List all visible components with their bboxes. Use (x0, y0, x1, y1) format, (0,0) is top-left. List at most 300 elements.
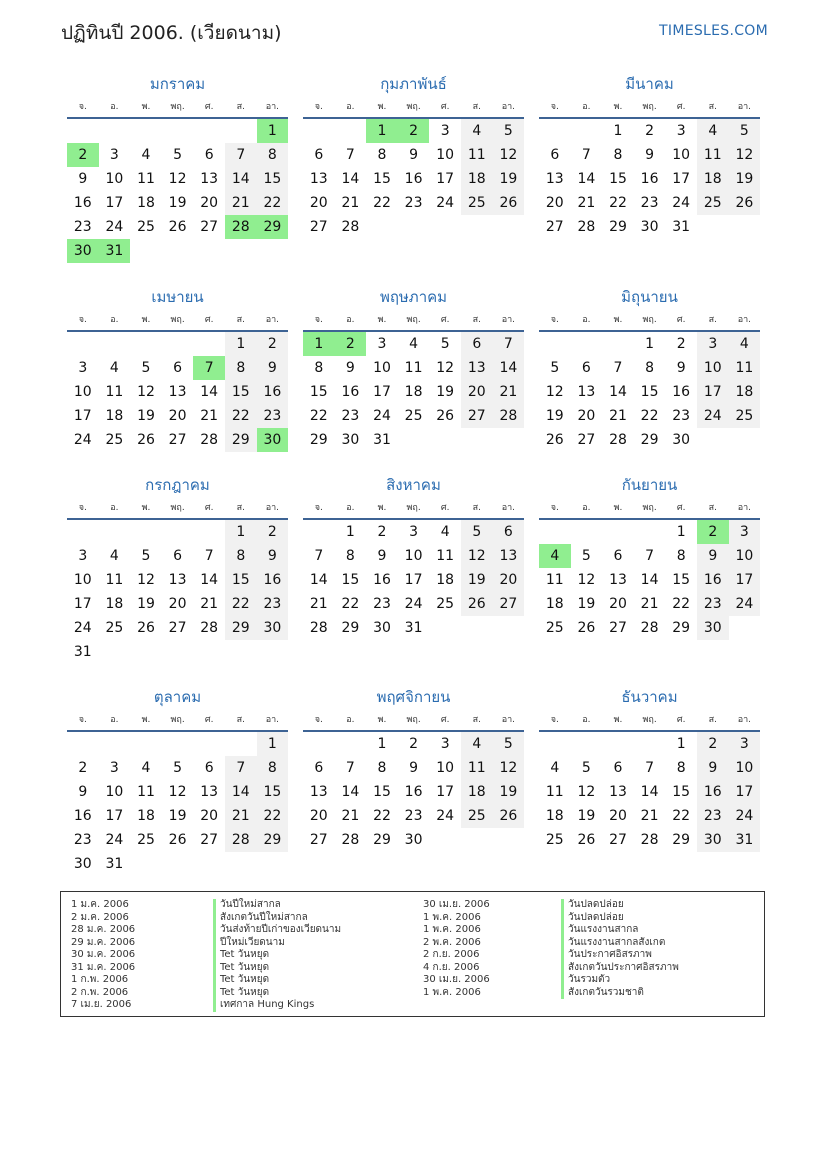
day-cell[interactable]: 7 (345, 760, 355, 776)
day-cell[interactable]: 10 (436, 147, 455, 163)
day-cell[interactable]: 24 (73, 432, 92, 448)
day-cell[interactable]: 14 (225, 780, 257, 804)
day-cell[interactable]: 9 (645, 147, 655, 163)
day-cell[interactable]: 6 (550, 147, 560, 163)
day-cell[interactable]: 31 (73, 644, 92, 660)
day-cell[interactable]: 21 (640, 808, 659, 824)
day-cell[interactable]: 16 (404, 171, 423, 187)
day-cell[interactable]: 9 (697, 544, 729, 568)
day-cell[interactable]: 11 (137, 784, 155, 800)
day-cell[interactable]: 10 (105, 171, 124, 187)
day-cell[interactable]: 27 (493, 592, 525, 616)
day-cell[interactable]: 17 (436, 171, 455, 187)
day-cell[interactable]: 18 (404, 384, 423, 400)
day-cell[interactable]: 15 (672, 784, 691, 800)
day-cell[interactable]: 19 (545, 408, 564, 424)
day-cell[interactable]: 15 (373, 171, 391, 187)
day-cell[interactable]: 26 (577, 832, 596, 848)
holiday-day-cell[interactable]: 2 (398, 119, 430, 143)
day-cell[interactable]: 11 (697, 143, 729, 167)
day-cell[interactable]: 13 (309, 171, 328, 187)
day-cell[interactable]: 9 (345, 360, 355, 376)
day-cell[interactable]: 14 (577, 171, 596, 187)
day-cell[interactable]: 6 (314, 760, 324, 776)
day-cell[interactable]: 24 (729, 592, 761, 616)
day-cell[interactable]: 3 (697, 332, 729, 356)
day-cell[interactable]: 20 (168, 596, 187, 612)
day-cell[interactable]: 22 (672, 808, 691, 824)
day-cell[interactable]: 21 (577, 195, 596, 211)
day-cell[interactable]: 6 (613, 548, 623, 564)
day-cell[interactable]: 12 (577, 784, 596, 800)
day-cell[interactable]: 13 (461, 356, 493, 380)
day-cell[interactable]: 27 (168, 432, 187, 448)
day-cell[interactable]: 6 (493, 520, 525, 544)
day-cell[interactable]: 7 (314, 548, 324, 564)
day-cell[interactable]: 26 (461, 592, 493, 616)
day-cell[interactable]: 25 (729, 404, 761, 428)
day-cell[interactable]: 22 (309, 408, 328, 424)
day-cell[interactable]: 12 (168, 171, 187, 187)
day-cell[interactable]: 27 (309, 219, 328, 235)
day-cell[interactable]: 18 (461, 780, 493, 804)
holiday-day-cell[interactable]: 2 (697, 520, 729, 544)
day-cell[interactable]: 25 (105, 432, 124, 448)
day-cell[interactable]: 20 (577, 408, 596, 424)
day-cell[interactable]: 21 (640, 596, 659, 612)
holiday-day-cell[interactable]: 2 (335, 332, 367, 356)
day-cell[interactable]: 6 (173, 360, 183, 376)
day-cell[interactable]: 18 (461, 167, 493, 191)
day-cell[interactable]: 3 (409, 524, 419, 540)
day-cell[interactable]: 25 (105, 620, 124, 636)
day-cell[interactable]: 4 (141, 147, 151, 163)
day-cell[interactable]: 14 (341, 171, 360, 187)
day-cell[interactable]: 3 (78, 360, 88, 376)
day-cell[interactable]: 6 (314, 147, 324, 163)
day-cell[interactable]: 15 (609, 171, 627, 187)
day-cell[interactable]: 16 (73, 195, 92, 211)
day-cell[interactable]: 14 (493, 356, 525, 380)
day-cell[interactable]: 2 (676, 336, 686, 352)
day-cell[interactable]: 25 (545, 620, 564, 636)
day-cell[interactable]: 23 (257, 592, 289, 616)
day-cell[interactable]: 3 (109, 147, 119, 163)
day-cell[interactable]: 1 (225, 520, 257, 544)
holiday-day-cell[interactable]: 28 (225, 215, 257, 239)
day-cell[interactable]: 28 (577, 219, 596, 235)
day-cell[interactable]: 26 (493, 804, 525, 828)
day-cell[interactable]: 17 (697, 380, 729, 404)
day-cell[interactable]: 15 (225, 568, 257, 592)
day-cell[interactable]: 17 (105, 195, 124, 211)
day-cell[interactable]: 19 (493, 780, 525, 804)
day-cell[interactable]: 29 (640, 432, 659, 448)
day-cell[interactable]: 3 (440, 736, 450, 752)
day-cell[interactable]: 5 (141, 360, 151, 376)
day-cell[interactable]: 2 (697, 732, 729, 756)
day-cell[interactable]: 26 (545, 432, 564, 448)
day-cell[interactable]: 28 (640, 620, 659, 636)
day-cell[interactable]: 23 (404, 808, 423, 824)
day-cell[interactable]: 8 (345, 548, 355, 564)
holiday-day-cell[interactable]: 31 (99, 239, 131, 263)
day-cell[interactable]: 7 (204, 548, 214, 564)
day-cell[interactable]: 2 (409, 736, 419, 752)
day-cell[interactable]: 30 (341, 432, 360, 448)
day-cell[interactable]: 28 (225, 828, 257, 852)
day-cell[interactable]: 9 (676, 360, 686, 376)
day-cell[interactable]: 28 (200, 620, 219, 636)
day-cell[interactable]: 19 (168, 808, 187, 824)
day-cell[interactable]: 3 (729, 732, 761, 756)
day-cell[interactable]: 19 (461, 568, 493, 592)
day-cell[interactable]: 15 (640, 384, 659, 400)
day-cell[interactable]: 24 (436, 808, 455, 824)
day-cell[interactable]: 4 (440, 524, 450, 540)
day-cell[interactable]: 14 (341, 784, 360, 800)
day-cell[interactable]: 24 (729, 804, 761, 828)
day-cell[interactable]: 12 (137, 572, 155, 588)
day-cell[interactable]: 17 (436, 784, 455, 800)
day-cell[interactable]: 17 (73, 408, 92, 424)
day-cell[interactable]: 7 (645, 760, 655, 776)
day-cell[interactable]: 8 (613, 147, 623, 163)
day-cell[interactable]: 22 (609, 195, 627, 211)
day-cell[interactable]: 18 (697, 167, 729, 191)
day-cell[interactable]: 15 (257, 167, 289, 191)
day-cell[interactable]: 22 (373, 195, 391, 211)
day-cell[interactable]: 19 (137, 408, 155, 424)
day-cell[interactable]: 14 (200, 572, 219, 588)
day-cell[interactable]: 29 (609, 219, 627, 235)
day-cell[interactable]: 25 (137, 219, 155, 235)
day-cell[interactable]: 31 (729, 828, 761, 852)
day-cell[interactable]: 13 (609, 572, 627, 588)
day-cell[interactable]: 8 (676, 760, 686, 776)
day-cell[interactable]: 11 (729, 356, 761, 380)
day-cell[interactable]: 2 (645, 123, 655, 139)
day-cell[interactable]: 9 (78, 784, 88, 800)
day-cell[interactable]: 17 (105, 808, 124, 824)
day-cell[interactable]: 17 (729, 568, 761, 592)
day-cell[interactable]: 20 (461, 380, 493, 404)
day-cell[interactable]: 28 (640, 832, 659, 848)
day-cell[interactable]: 18 (545, 808, 564, 824)
day-cell[interactable]: 7 (225, 756, 257, 780)
day-cell[interactable]: 6 (173, 548, 183, 564)
day-cell[interactable]: 11 (436, 548, 455, 564)
day-cell[interactable]: 8 (225, 544, 257, 568)
holiday-day-cell[interactable]: 30 (257, 428, 289, 452)
day-cell[interactable]: 8 (377, 147, 387, 163)
day-cell[interactable]: 12 (436, 360, 455, 376)
day-cell[interactable]: 27 (309, 832, 328, 848)
day-cell[interactable]: 5 (493, 732, 525, 756)
day-cell[interactable]: 1 (645, 336, 655, 352)
day-cell[interactable]: 16 (404, 784, 423, 800)
day-cell[interactable]: 23 (697, 804, 729, 828)
day-cell[interactable]: 17 (729, 780, 761, 804)
holiday-day-cell[interactable]: 29 (257, 215, 289, 239)
day-cell[interactable]: 2 (78, 760, 88, 776)
day-cell[interactable]: 3 (109, 760, 119, 776)
day-cell[interactable]: 7 (493, 332, 525, 356)
day-cell[interactable]: 19 (577, 596, 596, 612)
day-cell[interactable]: 14 (200, 384, 219, 400)
day-cell[interactable]: 30 (697, 616, 729, 640)
day-cell[interactable]: 25 (404, 408, 423, 424)
day-cell[interactable]: 13 (493, 544, 525, 568)
day-cell[interactable]: 26 (137, 620, 155, 636)
day-cell[interactable]: 11 (105, 384, 124, 400)
day-cell[interactable]: 24 (73, 620, 92, 636)
day-cell[interactable]: 19 (577, 808, 596, 824)
day-cell[interactable]: 16 (341, 384, 360, 400)
day-cell[interactable]: 10 (436, 760, 455, 776)
day-cell[interactable]: 23 (404, 195, 423, 211)
day-cell[interactable]: 8 (377, 760, 387, 776)
day-cell[interactable]: 1 (377, 736, 387, 752)
day-cell[interactable]: 25 (545, 832, 564, 848)
day-cell[interactable]: 21 (341, 808, 360, 824)
day-cell[interactable]: 4 (109, 360, 119, 376)
day-cell[interactable]: 4 (550, 760, 560, 776)
day-cell[interactable]: 5 (173, 147, 183, 163)
day-cell[interactable]: 27 (200, 832, 219, 848)
day-cell[interactable]: 20 (609, 596, 627, 612)
day-cell[interactable]: 10 (73, 572, 92, 588)
day-cell[interactable]: 30 (672, 432, 691, 448)
day-cell[interactable]: 17 (73, 596, 92, 612)
day-cell[interactable]: 14 (609, 384, 627, 400)
day-cell[interactable]: 22 (672, 596, 691, 612)
day-cell[interactable]: 9 (377, 548, 387, 564)
day-cell[interactable]: 16 (697, 568, 729, 592)
day-cell[interactable]: 26 (577, 620, 596, 636)
day-cell[interactable]: 12 (137, 384, 155, 400)
day-cell[interactable]: 28 (200, 432, 219, 448)
day-cell[interactable]: 13 (309, 784, 328, 800)
day-cell[interactable]: 26 (168, 219, 187, 235)
day-cell[interactable]: 2 (377, 524, 387, 540)
day-cell[interactable]: 28 (493, 404, 525, 428)
day-cell[interactable]: 22 (640, 408, 659, 424)
day-cell[interactable]: 2 (257, 520, 289, 544)
day-cell[interactable]: 11 (137, 171, 155, 187)
day-cell[interactable]: 24 (105, 219, 124, 235)
day-cell[interactable]: 27 (168, 620, 187, 636)
day-cell[interactable]: 16 (257, 568, 289, 592)
day-cell[interactable]: 24 (672, 195, 691, 211)
day-cell[interactable]: 13 (168, 384, 187, 400)
day-cell[interactable]: 26 (137, 432, 155, 448)
holiday-day-cell[interactable]: 4 (539, 544, 571, 568)
day-cell[interactable]: 30 (640, 219, 659, 235)
day-cell[interactable]: 18 (105, 596, 124, 612)
day-cell[interactable]: 17 (373, 384, 391, 400)
day-cell[interactable]: 30 (404, 832, 423, 848)
day-cell[interactable]: 17 (672, 171, 691, 187)
day-cell[interactable]: 7 (613, 360, 623, 376)
day-cell[interactable]: 26 (168, 832, 187, 848)
day-cell[interactable]: 16 (640, 171, 659, 187)
day-cell[interactable]: 29 (309, 432, 328, 448)
day-cell[interactable]: 8 (676, 548, 686, 564)
day-cell[interactable]: 10 (373, 360, 391, 376)
day-cell[interactable]: 5 (141, 548, 151, 564)
day-cell[interactable]: 14 (225, 167, 257, 191)
day-cell[interactable]: 12 (577, 572, 596, 588)
day-cell[interactable]: 11 (404, 360, 423, 376)
day-cell[interactable]: 29 (225, 616, 257, 640)
day-cell[interactable]: 23 (73, 832, 92, 848)
day-cell[interactable]: 23 (373, 596, 391, 612)
day-cell[interactable]: 8 (314, 360, 324, 376)
day-cell[interactable]: 11 (461, 143, 493, 167)
day-cell[interactable]: 11 (545, 784, 564, 800)
day-cell[interactable]: 21 (309, 596, 328, 612)
holiday-day-cell[interactable]: 1 (257, 119, 289, 143)
day-cell[interactable]: 26 (729, 191, 761, 215)
day-cell[interactable]: 23 (341, 408, 360, 424)
day-cell[interactable]: 3 (440, 123, 450, 139)
day-cell[interactable]: 27 (200, 219, 219, 235)
day-cell[interactable]: 19 (168, 195, 187, 211)
day-cell[interactable]: 13 (545, 171, 564, 187)
day-cell[interactable]: 21 (493, 380, 525, 404)
day-cell[interactable]: 15 (225, 380, 257, 404)
day-cell[interactable]: 19 (729, 167, 761, 191)
day-cell[interactable]: 26 (436, 408, 455, 424)
day-cell[interactable]: 5 (550, 360, 560, 376)
day-cell[interactable]: 29 (257, 828, 289, 852)
day-cell[interactable]: 25 (461, 191, 493, 215)
day-cell[interactable]: 30 (73, 856, 92, 872)
day-cell[interactable]: 5 (581, 760, 591, 776)
day-cell[interactable]: 28 (609, 432, 627, 448)
day-cell[interactable]: 6 (204, 760, 214, 776)
day-cell[interactable]: 1 (676, 736, 686, 752)
day-cell[interactable]: 27 (609, 832, 627, 848)
day-cell[interactable]: 6 (461, 332, 493, 356)
day-cell[interactable]: 22 (373, 808, 391, 824)
day-cell[interactable]: 31 (404, 620, 423, 636)
day-cell[interactable]: 21 (225, 191, 257, 215)
day-cell[interactable]: 25 (461, 804, 493, 828)
day-cell[interactable]: 16 (697, 780, 729, 804)
day-cell[interactable]: 11 (105, 572, 124, 588)
day-cell[interactable]: 25 (137, 832, 155, 848)
day-cell[interactable]: 24 (105, 832, 124, 848)
day-cell[interactable]: 23 (73, 219, 92, 235)
day-cell[interactable]: 30 (697, 828, 729, 852)
day-cell[interactable]: 27 (609, 620, 627, 636)
day-cell[interactable]: 16 (73, 808, 92, 824)
day-cell[interactable]: 22 (225, 404, 257, 428)
day-cell[interactable]: 16 (373, 572, 391, 588)
day-cell[interactable]: 18 (729, 380, 761, 404)
day-cell[interactable]: 4 (141, 760, 151, 776)
day-cell[interactable]: 10 (73, 384, 92, 400)
day-cell[interactable]: 25 (697, 191, 729, 215)
day-cell[interactable]: 1 (676, 524, 686, 540)
holiday-day-cell[interactable]: 2 (67, 143, 99, 167)
day-cell[interactable]: 29 (672, 620, 691, 636)
day-cell[interactable]: 18 (105, 408, 124, 424)
day-cell[interactable]: 20 (309, 195, 328, 211)
day-cell[interactable]: 20 (168, 408, 187, 424)
holiday-day-cell[interactable]: 30 (67, 239, 99, 263)
holiday-day-cell[interactable]: 1 (303, 332, 335, 356)
day-cell[interactable]: 19 (436, 384, 455, 400)
day-cell[interactable]: 27 (461, 404, 493, 428)
day-cell[interactable]: 7 (345, 147, 355, 163)
day-cell[interactable]: 17 (404, 572, 423, 588)
day-cell[interactable]: 31 (105, 856, 124, 872)
day-cell[interactable]: 10 (404, 548, 423, 564)
day-cell[interactable]: 11 (461, 756, 493, 780)
day-cell[interactable]: 10 (729, 756, 761, 780)
day-cell[interactable]: 13 (200, 784, 219, 800)
day-cell[interactable]: 15 (672, 572, 691, 588)
day-cell[interactable]: 4 (461, 732, 493, 756)
day-cell[interactable]: 22 (257, 804, 289, 828)
day-cell[interactable]: 21 (200, 596, 219, 612)
day-cell[interactable]: 4 (109, 548, 119, 564)
day-cell[interactable]: 21 (341, 195, 360, 211)
day-cell[interactable]: 10 (105, 784, 124, 800)
day-cell[interactable]: 15 (257, 780, 289, 804)
day-cell[interactable]: 28 (341, 219, 360, 235)
day-cell[interactable]: 13 (168, 572, 187, 588)
day-cell[interactable]: 25 (436, 596, 455, 612)
day-cell[interactable]: 20 (609, 808, 627, 824)
day-cell[interactable]: 9 (257, 356, 289, 380)
day-cell[interactable]: 23 (257, 404, 289, 428)
day-cell[interactable]: 29 (672, 832, 691, 848)
day-cell[interactable]: 5 (581, 548, 591, 564)
day-cell[interactable]: 12 (168, 784, 187, 800)
day-cell[interactable]: 19 (137, 596, 155, 612)
day-cell[interactable]: 13 (200, 171, 219, 187)
day-cell[interactable]: 1 (257, 732, 289, 756)
holiday-day-cell[interactable]: 7 (193, 356, 225, 380)
day-cell[interactable]: 20 (493, 568, 525, 592)
day-cell[interactable]: 21 (609, 408, 627, 424)
day-cell[interactable]: 7 (645, 548, 655, 564)
day-cell[interactable]: 8 (225, 356, 257, 380)
day-cell[interactable]: 9 (697, 756, 729, 780)
day-cell[interactable]: 6 (613, 760, 623, 776)
day-cell[interactable]: 1 (225, 332, 257, 356)
day-cell[interactable]: 6 (581, 360, 591, 376)
day-cell[interactable]: 7 (225, 143, 257, 167)
day-cell[interactable]: 29 (225, 428, 257, 452)
day-cell[interactable]: 31 (672, 219, 691, 235)
day-cell[interactable]: 12 (493, 143, 525, 167)
day-cell[interactable]: 24 (404, 596, 423, 612)
day-cell[interactable]: 18 (436, 572, 455, 588)
day-cell[interactable]: 12 (729, 143, 761, 167)
day-cell[interactable]: 5 (729, 119, 761, 143)
day-cell[interactable]: 26 (493, 191, 525, 215)
day-cell[interactable]: 22 (225, 592, 257, 616)
day-cell[interactable]: 3 (78, 548, 88, 564)
day-cell[interactable]: 5 (173, 760, 183, 776)
day-cell[interactable]: 4 (409, 336, 419, 352)
day-cell[interactable]: 19 (493, 167, 525, 191)
